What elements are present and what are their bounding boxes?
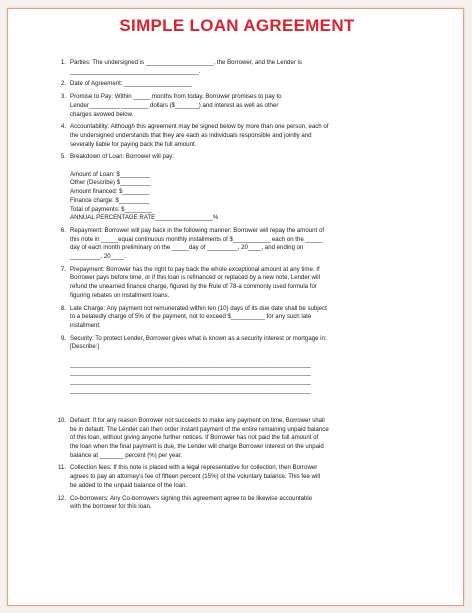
clause-line: _________, 20____. xyxy=(70,253,126,261)
clause-line: charges avowed below. xyxy=(70,110,134,118)
clause-number: 12. xyxy=(57,494,66,502)
clause-line xyxy=(70,352,422,361)
clause-line: Borrower pays before time, or if this loan is refinanced or replaced by a new note, Lender will xyxy=(70,274,320,282)
clause-number: 7. xyxy=(60,265,66,273)
clause-11 xyxy=(52,464,422,490)
clause-line: to a belatedly charge of 5% of the payment, not to exceed $__________ for any such late xyxy=(70,313,312,321)
clause-number: 4. xyxy=(60,123,66,131)
clause-number: 1. xyxy=(60,59,66,66)
clause-line: day of each month preliminary on the _____day of _________, 20____, and ending on xyxy=(70,244,304,252)
clause-number: 10. xyxy=(57,416,66,424)
clause-number: 3. xyxy=(60,93,66,101)
clause-line: _______________________________________________________________________ xyxy=(70,378,311,386)
clause-line: _______________________________________________________________________ xyxy=(70,369,311,377)
clause-5 xyxy=(52,153,422,223)
clause-number: 9. xyxy=(60,334,66,342)
clause-line: be added to the unpaid balance of the loan. xyxy=(70,481,188,489)
clause-line: Breakdown of Loan: Borrower will pay: xyxy=(70,153,174,161)
clause-number: 5. xyxy=(60,153,66,161)
clause-line xyxy=(70,162,422,171)
clause-line: Finance charge: $_________ xyxy=(70,196,150,204)
clause-line: Date of Agreement: ____________________ xyxy=(70,80,192,88)
agreement-body xyxy=(52,16,422,516)
document-title: SIMPLE LOAN AGREEMENT xyxy=(119,16,355,35)
clause-line: Default: If for any reason Borrower not succeeds to make any payment on time, Borrower shall xyxy=(70,416,325,424)
clause-number: 11. xyxy=(57,464,66,472)
clause-line: ANNUAL PERCENTAGE RATE_________________% xyxy=(70,214,219,222)
clause-12 xyxy=(52,495,422,512)
clause-number: 2. xyxy=(60,80,66,88)
clause-line: the undersigned understands that they are each as individuals responsible and jointly and xyxy=(70,131,312,139)
clause-line: agrees to pay an attorney's fee of fifteen percent (15%) of the voluntary balance. This fee will xyxy=(70,473,321,481)
clause-list xyxy=(52,59,422,512)
clause-line: Late Charge: Any payment not remunerated within ten (10) days of its due date shall be subject xyxy=(70,304,327,312)
clause-line: figuring rebates on installment loans. xyxy=(70,291,170,299)
clause-line: Co-borrowers: Any Co-borrowers signing this agreement agree to be likewise accountable xyxy=(70,494,313,502)
clause-number: 6. xyxy=(60,226,66,234)
clause-line: ______________________________________. xyxy=(70,67,201,75)
clause-line: Parties: The undersigned is ____________________, the Borrower, and the Lender is xyxy=(70,59,302,66)
clause-line: severally liable for paying back the full amount. xyxy=(70,140,197,148)
clause-line xyxy=(70,396,422,405)
clause-line: installment. xyxy=(70,321,101,329)
clause-line: Accountability: Although this agreement may be signed below by more than one person, each of xyxy=(70,123,329,131)
clause-line: be in default. The Lender can then order instant payment of the entire remaining unpaid balance xyxy=(70,425,329,433)
clause-line xyxy=(70,404,422,413)
clause-3 xyxy=(52,93,422,119)
clause-line: Repayment: Borrower will pay back in the following manner: Borrower will repay the amount of xyxy=(70,226,325,234)
clause-7 xyxy=(52,266,422,301)
clause-line: with the borrower for this loan. xyxy=(70,503,152,511)
clause-line: Other (Describe) $_________ xyxy=(70,179,151,187)
clause-line: the loan when the final payment is due, the Lender will charge Borrower interest on the unpaid xyxy=(70,443,324,451)
clause-line: Lender_________ ________ dollars ($_______) and interest as well as other xyxy=(70,101,279,109)
clause-9 xyxy=(52,335,422,413)
document-frame xyxy=(7,8,464,606)
clause-line: Collection fees: If this note is placed with a legal representative for collection, then Borrower xyxy=(70,464,318,472)
clause-1 xyxy=(52,59,422,76)
clause-2 xyxy=(52,80,422,89)
clause-line: Total of payments: $________ xyxy=(70,205,152,213)
clause-line: this note in _____equal continuous monthly installments of $___________ each on the _____ xyxy=(70,235,323,243)
clause-line: [Describe:] xyxy=(70,343,100,351)
clause-line: _______________________________________________________________________ xyxy=(70,360,311,368)
clause-line: Prepayment: Borrower has the right to pay back the whole exceptional amount at any time. If xyxy=(70,265,320,273)
clause-line: Security: To protect Lender, Borrower gives what is known as a security interest or mortgage in: xyxy=(70,334,327,342)
clause-line: of this loan, without giving anyone further notices. If Borrower has not paid the full amount of xyxy=(70,434,319,442)
clause-line: balance at _______ percent (%) per year. xyxy=(70,451,183,459)
clause-line: refund the unearned finance charge, figured by the Rule of 78-a commonly used formula for xyxy=(70,283,317,291)
clause-line: Amount financed: $________ xyxy=(70,188,150,196)
clause-10 xyxy=(52,417,422,461)
clause-number: 8. xyxy=(60,304,66,312)
clause-line: _______________________________________________________________________ xyxy=(70,386,311,394)
clause-line: Promise to Pay: Within _____ months from today, Borrower promises to pay to xyxy=(70,93,282,101)
clause-6 xyxy=(52,227,422,262)
clause-4 xyxy=(52,123,422,149)
clause-8 xyxy=(52,305,422,331)
clause-line: Amount of Loan: $_________ xyxy=(70,170,151,178)
